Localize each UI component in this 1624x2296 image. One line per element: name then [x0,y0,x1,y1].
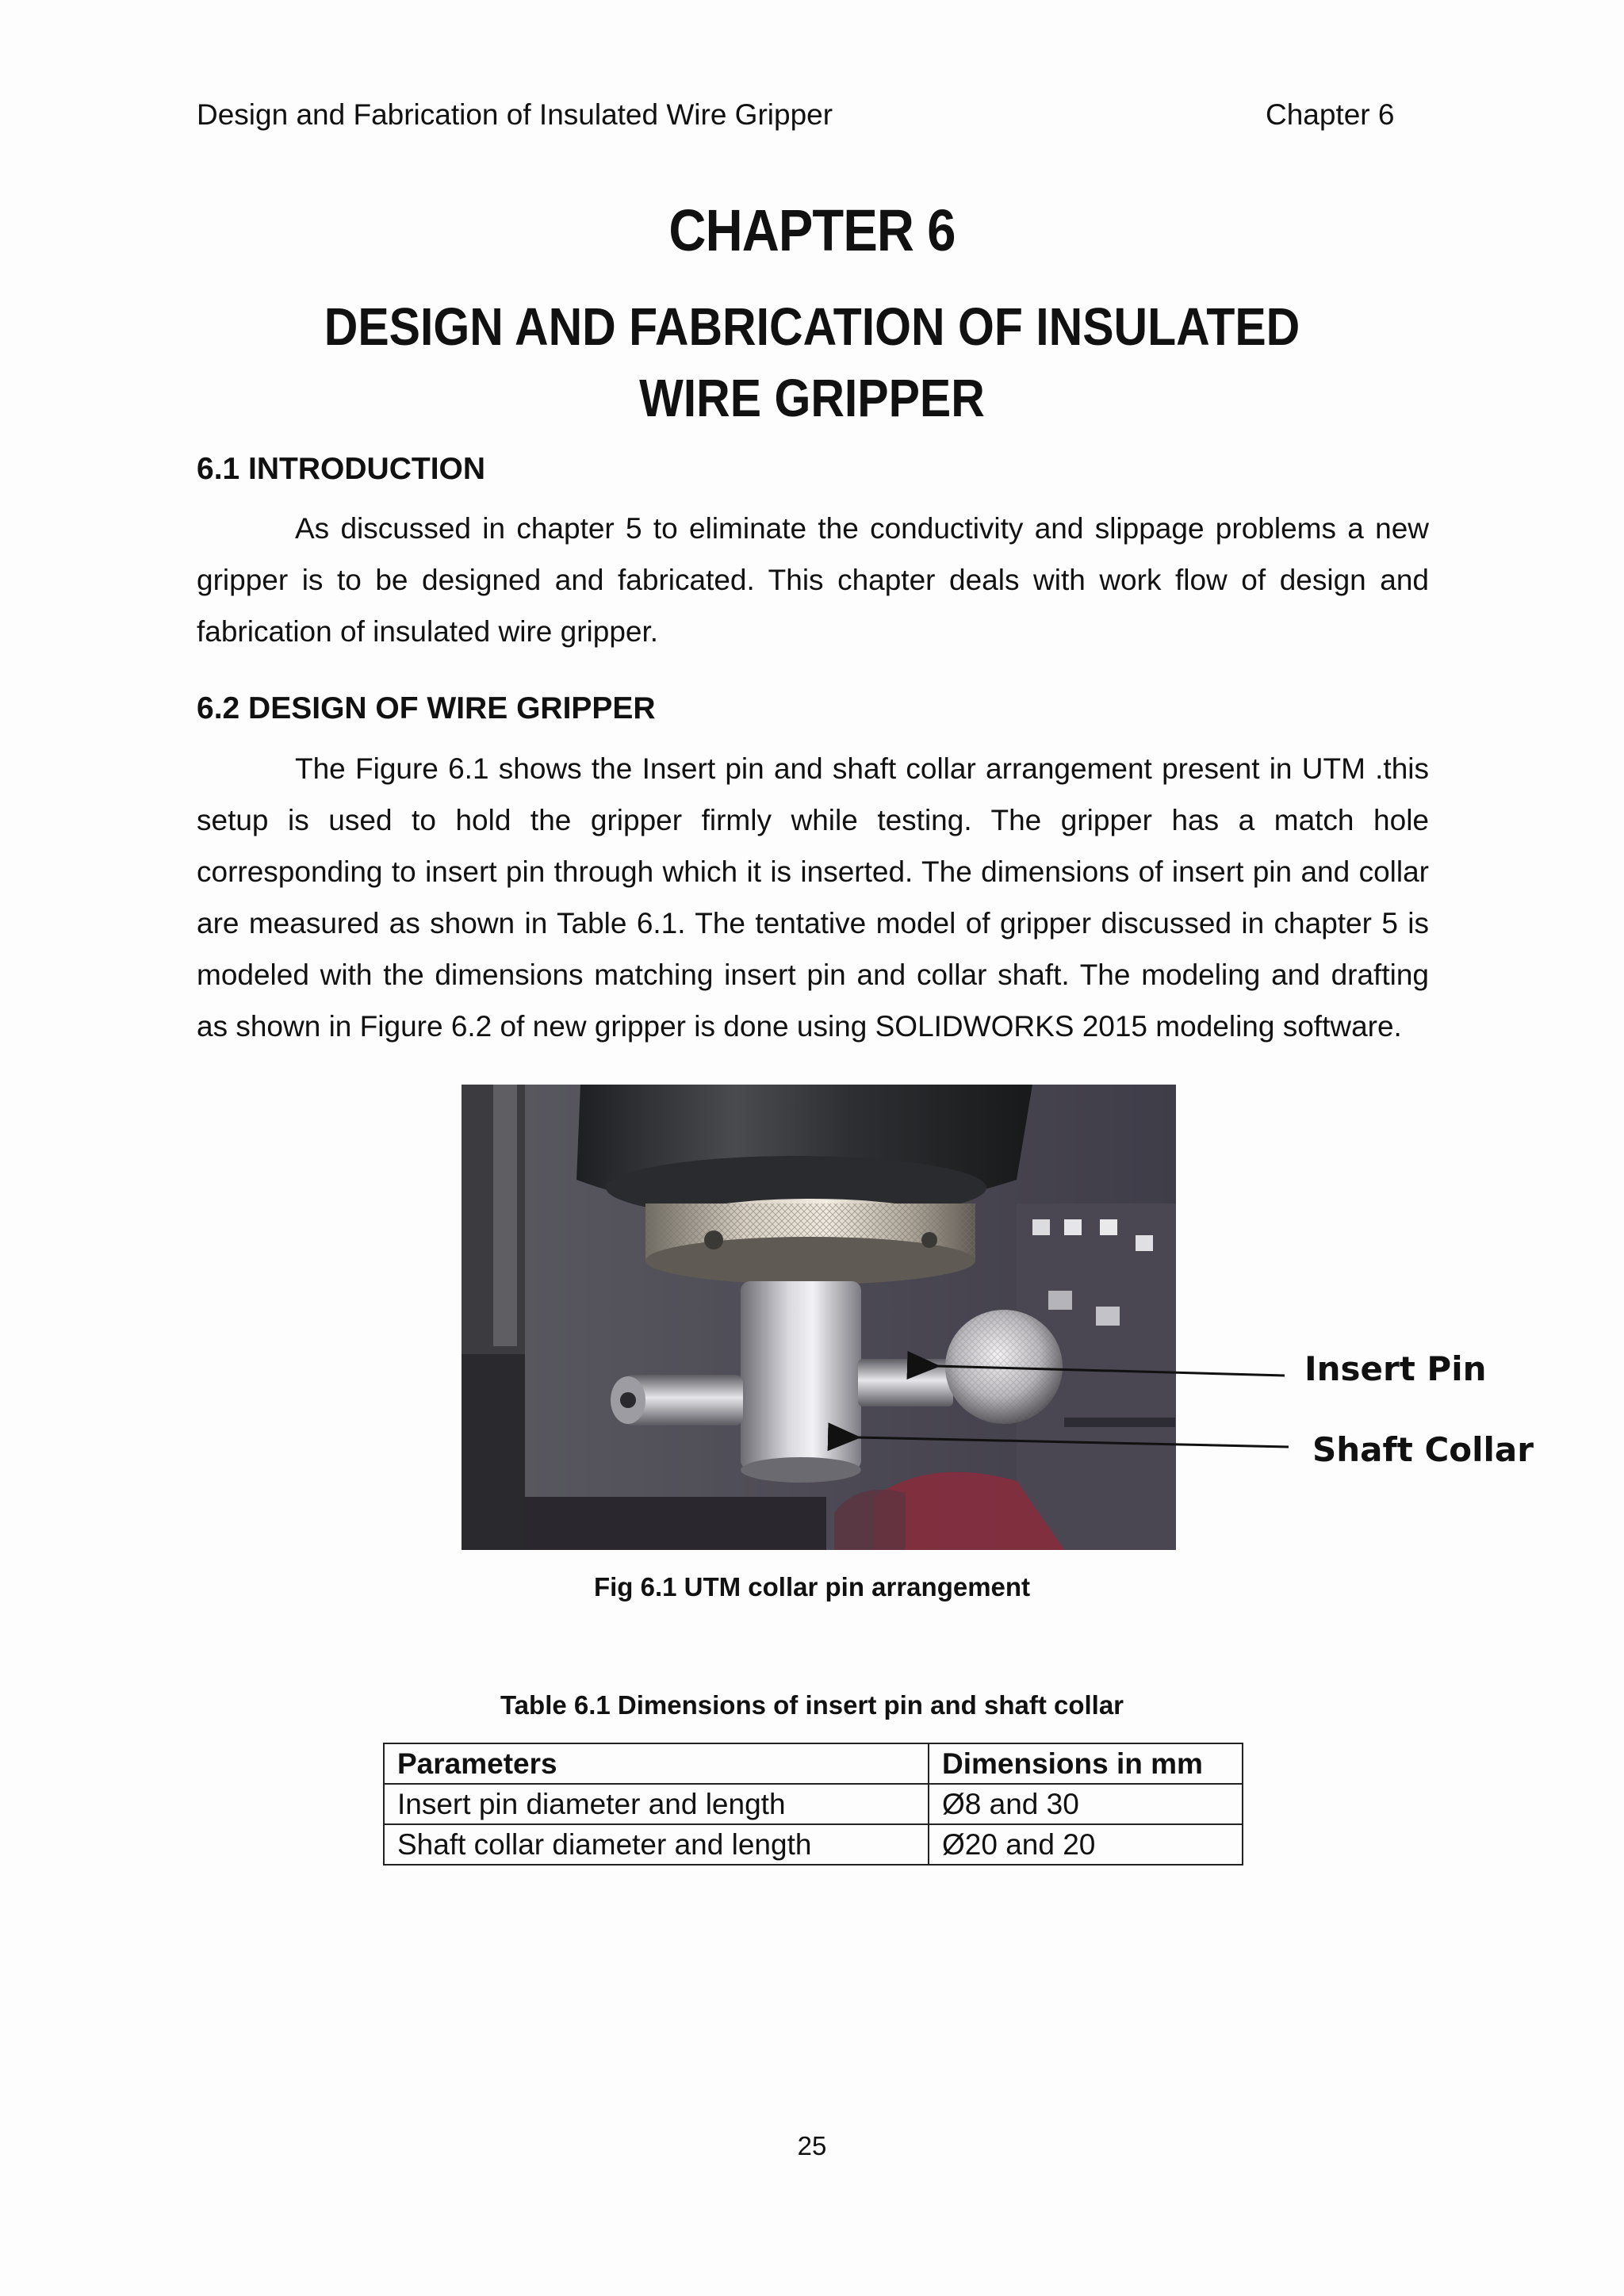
header-chapter: Chapter 6 [1266,98,1395,131]
header-title: Design and Fabrication of Insulated Wire Gripper [197,98,833,131]
insert-pin-label: Insert Pin [1304,1349,1487,1388]
section-heading-introduction: 6.1 INTRODUCTION [197,452,486,486]
figure-caption: Fig 6.1 UTM collar pin arrangement [593,1572,1031,1601]
table-caption: Table 6.1 Dimensions of insert pin and shaft collar [500,1690,1124,1720]
chapter-number-title: CHAPTER 6 [668,197,956,263]
table-row [384,1784,1243,1824]
table-cell: Insert pin diameter and length [384,1784,929,1824]
section-paragraph-design: The Figure 6.1 shows the Insert pin and shaft collar arrangement present in UTM .this setup is used to hold the gripper firmly while testing. The gripper has a match hole corresponding to insert pin through which it is inserted. The dimensions of insert pin and collar are measured as shown in Table 6.1. The tentative model of gripper discussed in chapter 5 is modeled with the dimensions matching insert pin and collar shaft. The modeling and drafting as shown in Figure 6.2 of new gripper is done using SOLIDWORKS 2015 modeling software. [197,752,1429,1043]
section-paragraph-introduction: As discussed in chapter 5 to eliminate the conductivity and slippage problems a new gripper is to be designed and fabricated. This chapter deals with work flow of design and fabrication of insulated wire gripper. [197,512,1429,648]
table-header-cell: Dimensions in mm [929,1743,1243,1784]
table-cell: Ø8 and 30 [929,1784,1243,1824]
shaft-collar-label: Shaft Collar [1312,1430,1534,1469]
table-cell: Shaft collar diameter and length [384,1824,929,1865]
table-header-cell: Parameters [384,1743,929,1784]
shaft-collar-arrow [856,1437,1289,1447]
page-number: 25 [797,2131,827,2160]
chapter-title: DESIGN AND FABRICATION OF INSULATED WIRE GRIPPER [324,297,1300,428]
table-header-row [384,1743,1243,1784]
table-cell: Ø20 and 20 [929,1824,1243,1865]
dimensions-table [383,1743,1243,1866]
section-heading-design: 6.2 DESIGN OF WIRE GRIPPER [197,691,656,725]
insert-pin-arrow [936,1366,1285,1376]
table-row [384,1824,1243,1865]
